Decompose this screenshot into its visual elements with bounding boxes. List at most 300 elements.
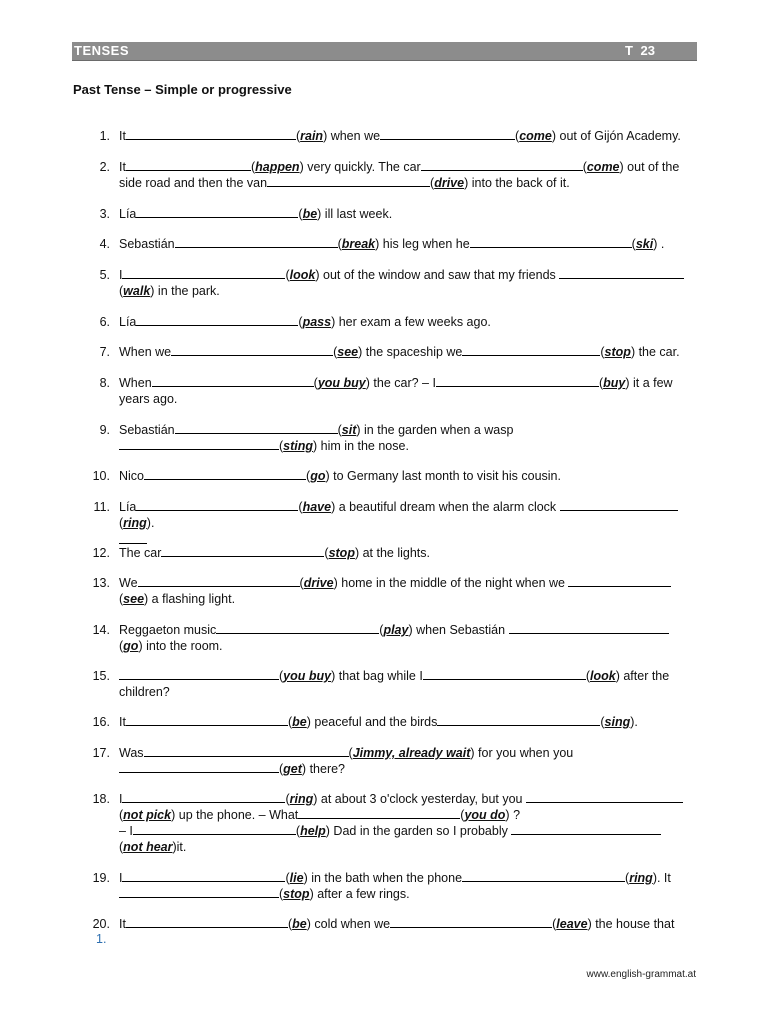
- answer-blank[interactable]: [144, 468, 306, 480]
- paren-open: (: [285, 871, 290, 885]
- answer-blank[interactable]: [126, 916, 288, 928]
- paren-close: ): [150, 284, 155, 298]
- verb-hint: walk: [123, 284, 151, 298]
- sentence-text: Sebastián: [119, 423, 175, 437]
- verb-hint: have: [302, 500, 332, 514]
- verb-hint: ski: [635, 237, 654, 251]
- verb-hint: pass: [302, 315, 332, 329]
- paren-open: (: [287, 917, 293, 931]
- paren-close: ): [331, 500, 336, 514]
- sentence-text: in the bath when the phone: [307, 871, 463, 885]
- verb-hint: you buy: [283, 669, 332, 683]
- answer-blank[interactable]: [138, 575, 300, 587]
- exercise-number: 15.: [92, 669, 110, 683]
- worksheet-code: T 23: [625, 43, 656, 58]
- sentence-text: Sebastián: [119, 237, 175, 251]
- paren-open: (: [298, 207, 303, 221]
- verb-hint: break: [341, 237, 376, 251]
- verb-hint: look: [289, 268, 316, 282]
- exercise-number: 10.: [92, 469, 110, 483]
- sentence-text: at about 3 o'clock yesterday, but you: [317, 792, 526, 806]
- paren-open: (: [119, 639, 124, 653]
- verb-hint: help: [300, 824, 326, 838]
- paren-close: ): [331, 315, 336, 329]
- answer-blank[interactable]: [390, 916, 552, 928]
- verb-hint: ring: [629, 871, 653, 885]
- verb-hint: ring: [123, 516, 147, 530]
- paren-open: (: [119, 284, 124, 298]
- verb-hint: stop: [328, 546, 355, 560]
- verb-hint: come: [586, 160, 620, 174]
- sentence-line: [119, 638, 699, 654]
- exercise-number: 9.: [99, 423, 110, 437]
- sentence-line: [119, 591, 699, 607]
- exercise-sentence: [119, 159, 699, 191]
- paren-open: (: [250, 160, 256, 174]
- stray-underline: [119, 543, 147, 544]
- sentence-text: I: [119, 792, 123, 806]
- paren-close: ): [331, 669, 336, 683]
- paren-close: ): [630, 345, 636, 359]
- paren-open: (: [279, 669, 284, 683]
- sentence-line: [119, 128, 699, 144]
- verb-hint: be: [292, 917, 307, 931]
- exercise-number: 7.: [99, 345, 110, 359]
- paren-open: (: [119, 808, 124, 822]
- answer-blank[interactable]: [559, 267, 684, 279]
- verb-hint: sing: [604, 715, 631, 729]
- section-title: TENSES: [74, 43, 130, 58]
- sentence-line: [119, 684, 699, 700]
- exercise-sentence: [119, 499, 699, 531]
- exercise-number: 13.: [92, 576, 110, 590]
- sentence-text: I: [119, 871, 123, 885]
- answer-blank[interactable]: [126, 128, 296, 140]
- sentence-text: Lía: [119, 207, 137, 221]
- paren-close: ): [615, 669, 620, 683]
- paren-open: (: [337, 423, 342, 437]
- sentence-text: When we: [119, 345, 172, 359]
- sentence-line: [119, 159, 699, 175]
- exercise-sentence: [119, 128, 699, 144]
- paren-close: ): [313, 792, 318, 806]
- paren-close: ): [138, 639, 143, 653]
- sentence-text: peaceful and the birds: [310, 715, 438, 729]
- exercise-number: 12.: [92, 546, 110, 560]
- exercise-sentence: [119, 622, 699, 654]
- sentence-text: his leg when he: [379, 237, 470, 251]
- exercise-sentence: [119, 870, 699, 902]
- paren-open: (: [515, 129, 520, 143]
- answer-blank[interactable]: [136, 314, 298, 326]
- verb-hint: drive: [303, 576, 334, 590]
- paren-open: (: [430, 176, 435, 190]
- verb-hint: stop: [283, 887, 310, 901]
- sentence-text: him in the nose.: [317, 439, 409, 453]
- answer-blank[interactable]: [560, 499, 678, 511]
- sentence-line: [119, 206, 699, 222]
- paren-close: ): [625, 376, 630, 390]
- verb-hint: you do: [464, 808, 506, 822]
- sentence-text: out of the: [623, 160, 680, 174]
- paren-open: (: [287, 715, 293, 729]
- answer-blank[interactable]: [126, 159, 251, 171]
- verb-hint: get: [283, 762, 302, 776]
- verb-hint: leave: [556, 917, 588, 931]
- sentence-text: children?: [119, 685, 170, 699]
- sentence-text: home in the middle of the night when we: [337, 576, 569, 590]
- exercise-sentence: [119, 714, 699, 730]
- sentence-text: I: [119, 268, 123, 282]
- sentence-line: [119, 545, 699, 561]
- sentence-text: It: [119, 160, 126, 174]
- verb-hint: happen: [255, 160, 300, 174]
- sentence-line: [119, 344, 699, 360]
- header-bar: [72, 42, 697, 61]
- verb-hint: come: [519, 129, 552, 143]
- answer-blank[interactable]: [380, 128, 515, 140]
- answer-blank[interactable]: [152, 375, 314, 387]
- paren-open: (: [119, 840, 124, 854]
- sentence-text: the house that: [591, 917, 675, 931]
- exercise-number: 2.: [99, 160, 110, 174]
- paren-open: (: [598, 376, 604, 390]
- answer-blank[interactable]: [470, 236, 632, 248]
- paren-close: ): [315, 268, 320, 282]
- sentence-text: cold when we: [310, 917, 391, 931]
- paren-open: (: [285, 792, 290, 806]
- exercise-sentence: [119, 206, 699, 222]
- sentence-line: [119, 267, 699, 283]
- exercise-sentence: [119, 422, 699, 454]
- sentence-text: when we: [327, 129, 381, 143]
- answer-blank[interactable]: [437, 714, 600, 726]
- sentence-text: after the: [619, 669, 670, 683]
- exercise-number: 20.: [92, 917, 110, 931]
- verb-hint: play: [383, 623, 409, 637]
- sentence-line: [119, 499, 699, 515]
- paren-close: ): [325, 824, 330, 838]
- paren-open: (: [298, 500, 303, 514]
- answer-blank[interactable]: [298, 807, 460, 819]
- sentence-text: .: [634, 715, 638, 729]
- sentence-line: [119, 575, 699, 591]
- sentence-text: side road and then the van: [119, 176, 268, 190]
- paren-close: ): [358, 345, 363, 359]
- exercise-sentence: [119, 468, 699, 484]
- sentence-text: out of Gijón Academy.: [556, 129, 681, 143]
- paren-close: ): [301, 762, 307, 776]
- exercise-number: 6.: [99, 315, 110, 329]
- paren-close: ): [354, 546, 360, 560]
- sentence-line: [119, 668, 699, 684]
- sentence-text: Dad in the garden so I probably: [329, 824, 512, 838]
- exercise-sentence: [119, 791, 699, 855]
- paren-close: ): [144, 592, 149, 606]
- paren-open: (: [299, 576, 304, 590]
- answer-blank[interactable]: [526, 791, 683, 803]
- answer-blank[interactable]: [462, 344, 600, 356]
- exercise-sentence: [119, 575, 699, 607]
- paren-open: (: [306, 469, 311, 483]
- paren-close: ): [146, 516, 151, 530]
- verb-hint: buy: [603, 376, 626, 390]
- verb-hint: lie: [289, 871, 304, 885]
- answer-blank[interactable]: [119, 886, 279, 898]
- paren-close: ): [375, 237, 380, 251]
- exercise-sentence: [119, 236, 699, 252]
- sentence-text: The car: [119, 546, 162, 560]
- sentence-text: ?: [509, 808, 521, 822]
- sentence-text: the car? – I: [369, 376, 436, 390]
- answer-blank[interactable]: [509, 622, 669, 634]
- sentence-text: .: [657, 237, 665, 251]
- paren-close: ): [652, 871, 657, 885]
- paren-open: (: [119, 516, 124, 530]
- paren-close: ): [551, 129, 557, 143]
- paren-open: (: [298, 315, 303, 329]
- sentence-text: )it.: [172, 840, 187, 854]
- sentence-text: . It: [656, 871, 671, 885]
- paren-open: (: [582, 160, 587, 174]
- exercise-number: 14.: [92, 623, 110, 637]
- sentence-text: up the phone. – What: [175, 808, 299, 822]
- exercise-number: 4.: [99, 237, 110, 251]
- paren-open: (: [600, 715, 605, 729]
- paren-close: ): [325, 469, 330, 483]
- sentence-text: that bag while I: [335, 669, 423, 683]
- sentence-text: her exam a few weeks ago.: [335, 315, 491, 329]
- paren-close: ): [333, 576, 338, 590]
- sentence-line: [119, 391, 699, 407]
- paren-close: ): [470, 746, 475, 760]
- sentence-text: Was: [119, 746, 144, 760]
- paren-close: ): [653, 237, 658, 251]
- paren-open: (: [348, 746, 353, 760]
- sentence-line: [119, 791, 699, 807]
- answer-blank[interactable]: [216, 622, 379, 634]
- paren-open: (: [295, 129, 301, 143]
- exercise-sentence: [119, 314, 699, 330]
- sentence-text: into the room.: [142, 639, 223, 653]
- paren-close: ): [587, 917, 592, 931]
- verb-hint: sit: [341, 423, 357, 437]
- sentence-text: It: [119, 917, 126, 931]
- exercise-sentence: [119, 344, 699, 360]
- answer-blank[interactable]: [136, 206, 298, 218]
- paren-close: ): [619, 160, 624, 174]
- exercise-number: 17.: [92, 746, 110, 760]
- sentence-text: very quickly. The car: [303, 160, 421, 174]
- exercise-sentence: [119, 745, 699, 777]
- sentence-line: [119, 870, 699, 886]
- sentence-line: [119, 236, 699, 252]
- answer-blank[interactable]: [175, 236, 338, 248]
- sentence-line: [119, 422, 699, 438]
- exercise-number: 19.: [92, 871, 110, 885]
- answer-blank[interactable]: [423, 668, 586, 680]
- sentence-text: Lía: [119, 500, 137, 514]
- sentence-text: to Germany last month to visit his cousin.: [329, 469, 561, 483]
- answer-blank[interactable]: [171, 344, 333, 356]
- sentence-text: there?: [306, 762, 346, 776]
- answer-blank[interactable]: [119, 438, 279, 450]
- exercise-number: 8.: [99, 376, 110, 390]
- answer-blank[interactable]: [122, 791, 285, 803]
- sentence-line: [119, 468, 699, 484]
- sentence-text: Reggaeton music: [119, 623, 217, 637]
- sentence-line: [119, 839, 699, 855]
- sentence-text: Lía: [119, 315, 137, 329]
- answer-blank[interactable]: [175, 422, 338, 434]
- sentence-line: [119, 375, 699, 391]
- exercise-sentence: [119, 267, 699, 299]
- sentence-line: [119, 314, 699, 330]
- paren-open: (: [285, 268, 290, 282]
- paren-close: ): [306, 715, 311, 729]
- exercise-number: 3.: [99, 207, 110, 221]
- verb-hint: go: [123, 639, 139, 653]
- verb-hint: be: [302, 207, 318, 221]
- verb-hint: not pick: [123, 808, 172, 822]
- paren-open: (: [279, 887, 284, 901]
- sentence-text: a flashing light.: [148, 592, 236, 606]
- answer-blank[interactable]: [122, 870, 285, 882]
- sentence-line: [119, 622, 699, 638]
- paren-close: ): [464, 176, 469, 190]
- sentence-text: Nico: [119, 469, 145, 483]
- paren-close: ): [306, 917, 311, 931]
- exercise-number: 1.: [99, 129, 110, 143]
- paren-close: ): [630, 715, 635, 729]
- sentence-text: out of the window and saw that my friends: [319, 268, 560, 282]
- answer-blank[interactable]: [511, 823, 661, 835]
- paren-close: ): [171, 808, 176, 822]
- verb-hint: see: [337, 345, 359, 359]
- sentence-text: .: [150, 516, 155, 530]
- paren-open: (: [333, 345, 338, 359]
- sentence-line: [119, 807, 699, 823]
- paren-close: ): [303, 871, 308, 885]
- sentence-text: It: [119, 129, 126, 143]
- paren-open: (: [460, 808, 465, 822]
- answer-blank[interactable]: [421, 159, 583, 171]
- paren-open: (: [585, 669, 590, 683]
- sentence-line: [119, 745, 699, 761]
- answer-blank[interactable]: [161, 545, 324, 557]
- sentence-text: the car.: [635, 345, 680, 359]
- verb-hint: rain: [300, 129, 324, 143]
- exercise-sentence: [119, 545, 699, 561]
- answer-blank[interactable]: [144, 745, 349, 757]
- paren-close: ): [313, 439, 318, 453]
- paren-open: (: [600, 345, 605, 359]
- sentence-text: ill last week.: [321, 207, 393, 221]
- paren-open: (: [631, 237, 636, 251]
- paren-close: ): [317, 207, 322, 221]
- answer-blank[interactable]: [568, 575, 671, 587]
- exercise-number: 16.: [92, 715, 110, 729]
- sentence-line: [119, 714, 699, 730]
- exercise-number: 11.: [93, 500, 110, 514]
- sentence-text: When: [119, 376, 152, 390]
- sentence-line: [119, 283, 699, 299]
- exercise-number: 5.: [99, 268, 110, 282]
- paren-open: (: [625, 871, 630, 885]
- verb-hint: look: [590, 669, 616, 683]
- verb-hint: see: [123, 592, 145, 606]
- sentence-text: the spaceship we: [362, 345, 463, 359]
- exercise-number: 18.: [92, 792, 110, 806]
- sentence-text: for you when you: [474, 746, 574, 760]
- verb-hint: not hear: [123, 840, 173, 854]
- answer-blank[interactable]: [462, 870, 625, 882]
- sentence-line: [119, 515, 699, 531]
- sentence-text: in the garden when a wasp: [360, 423, 514, 437]
- exercise-sentence: [119, 916, 699, 932]
- paren-open: (: [279, 439, 284, 453]
- answer-blank[interactable]: [126, 714, 288, 726]
- sentence-text: after a few rings.: [313, 887, 410, 901]
- verb-hint: you buy: [317, 376, 366, 390]
- paren-open: (: [119, 592, 124, 606]
- paren-close: ): [505, 808, 510, 822]
- answer-blank[interactable]: [133, 823, 296, 835]
- sentence-line: [119, 823, 699, 839]
- sentence-text: years ago.: [119, 392, 178, 406]
- page-title: Past Tense – Simple or progressive: [73, 82, 292, 97]
- trailing-number: 1.: [96, 932, 107, 946]
- verb-hint: go: [310, 469, 326, 483]
- sentence-text: in the park.: [154, 284, 220, 298]
- answer-blank[interactable]: [136, 499, 298, 511]
- sentence-text: – I: [119, 824, 133, 838]
- paren-close: ): [356, 423, 361, 437]
- paren-close: ): [408, 623, 413, 637]
- paren-open: (: [552, 917, 557, 931]
- sentence-line: [119, 761, 699, 777]
- paren-open: (: [313, 376, 318, 390]
- footer-url: www.english-grammat.at: [586, 969, 696, 980]
- sentence-text: when Sebastián: [412, 623, 509, 637]
- paren-close: ): [323, 129, 328, 143]
- answer-blank[interactable]: [436, 375, 599, 387]
- paren-close: ): [309, 887, 314, 901]
- sentence-line: [119, 175, 699, 191]
- sentence-line: [119, 886, 699, 902]
- answer-blank[interactable]: [119, 761, 279, 773]
- paren-open: (: [379, 623, 384, 637]
- paren-close: ): [299, 160, 304, 174]
- sentence-line: [119, 916, 699, 932]
- verb-hint: Jimmy, already wait: [352, 746, 471, 760]
- verb-hint: be: [292, 715, 307, 729]
- verb-hint: sting: [283, 439, 314, 453]
- exercise-sentence: [119, 375, 699, 407]
- answer-blank[interactable]: [119, 668, 279, 680]
- sentence-text: at the lights.: [359, 546, 430, 560]
- verb-hint: drive: [434, 176, 465, 190]
- paren-open: (: [295, 824, 301, 838]
- sentence-text: It: [119, 715, 126, 729]
- exercise-sentence: [119, 668, 699, 700]
- sentence-text: We: [119, 576, 138, 590]
- answer-blank[interactable]: [267, 175, 430, 187]
- paren-close: ): [365, 376, 370, 390]
- sentence-text: a beautiful dream when the alarm clock: [335, 500, 560, 514]
- paren-open: (: [279, 762, 284, 776]
- answer-blank[interactable]: [122, 267, 285, 279]
